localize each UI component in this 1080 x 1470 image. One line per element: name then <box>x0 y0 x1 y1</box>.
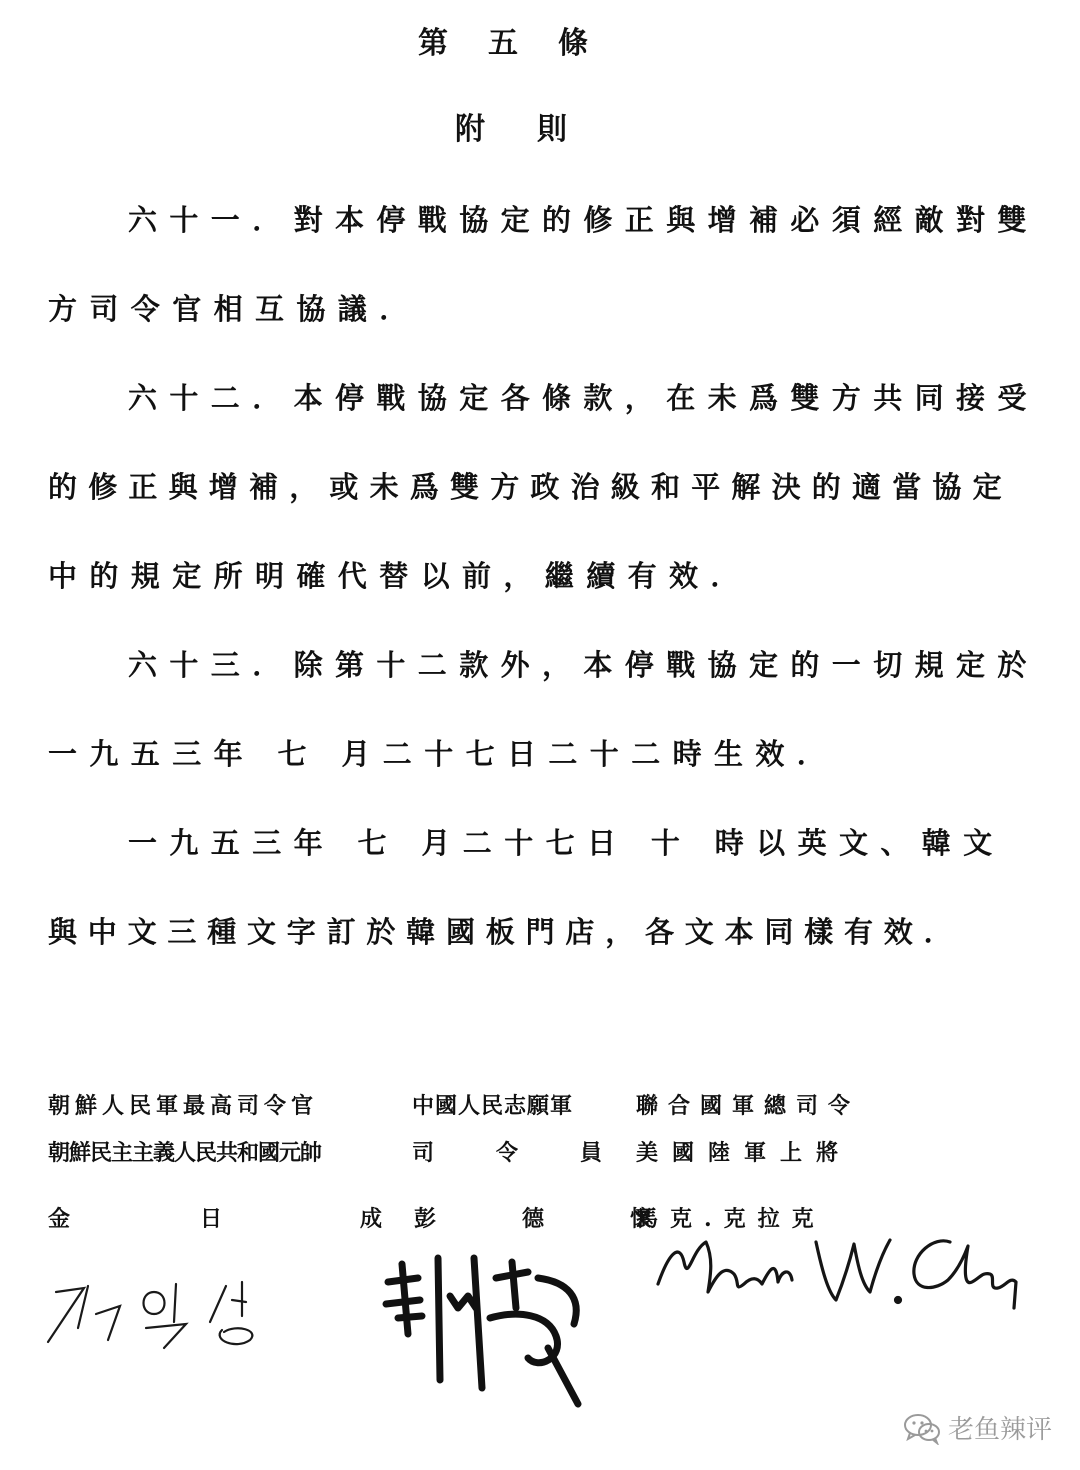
china-name: 成彭 德 懷 <box>360 1206 685 1232</box>
paragraph-line: 六十二．本停戰協定各條款，在未爲雙方共同接受 <box>128 381 1039 415</box>
paragraph-line: 中的規定所明確代替以前，繼續有效． <box>48 559 752 593</box>
paragraph-line: 六十一．對本停戰協定的修正與增補必須經敵對雙 <box>128 203 1039 237</box>
paragraph-line: 與中文三種文字訂於韓國板門店，各文本同樣有效． <box>48 915 964 949</box>
watermark <box>902 1409 1052 1446</box>
paragraph-line: 一九五三年 七 月二十七日二十二時生效． <box>48 737 839 771</box>
paragraph-line: 六十三．除第十二款外，本停戰協定的一切規定於 <box>128 648 1039 682</box>
china-signature-image <box>378 1238 608 1408</box>
un-title-line1: 聯合國軍總司令 <box>636 1093 861 1119</box>
korea-title-line1: 朝鮮人民軍最高司令官 <box>48 1093 319 1119</box>
un-signature-image <box>650 1220 1020 1330</box>
china-title-line1: 中國人民志願軍 <box>412 1093 574 1119</box>
korea-title-line2: 朝鮮民主主義人民共和國元帥 <box>48 1140 322 1166</box>
un-name: 馬克.克拉克 <box>636 1206 826 1232</box>
paragraph-line: 一九五三年 七 月二十七日 十 時以英文、韓文 <box>128 826 1005 860</box>
paragraph-line: 的修正與增補，或未爲雙方政治級和平解決的適當協定 <box>48 470 1013 504</box>
korea-signature-image <box>36 1270 296 1360</box>
wechat-icon <box>902 1411 942 1445</box>
korea-name: 金 日 <box>48 1206 239 1232</box>
paragraph-line: 方司令官相互協議． <box>48 292 421 326</box>
article-title: 第五條 <box>418 26 628 61</box>
un-title-line2: 美國陸軍上將 <box>636 1140 853 1166</box>
china-title-line2: 司 令 員 <box>412 1140 609 1166</box>
watermark-text: 老鱼辣评 <box>947 1415 1052 1445</box>
section-title: 附則 <box>455 112 619 147</box>
